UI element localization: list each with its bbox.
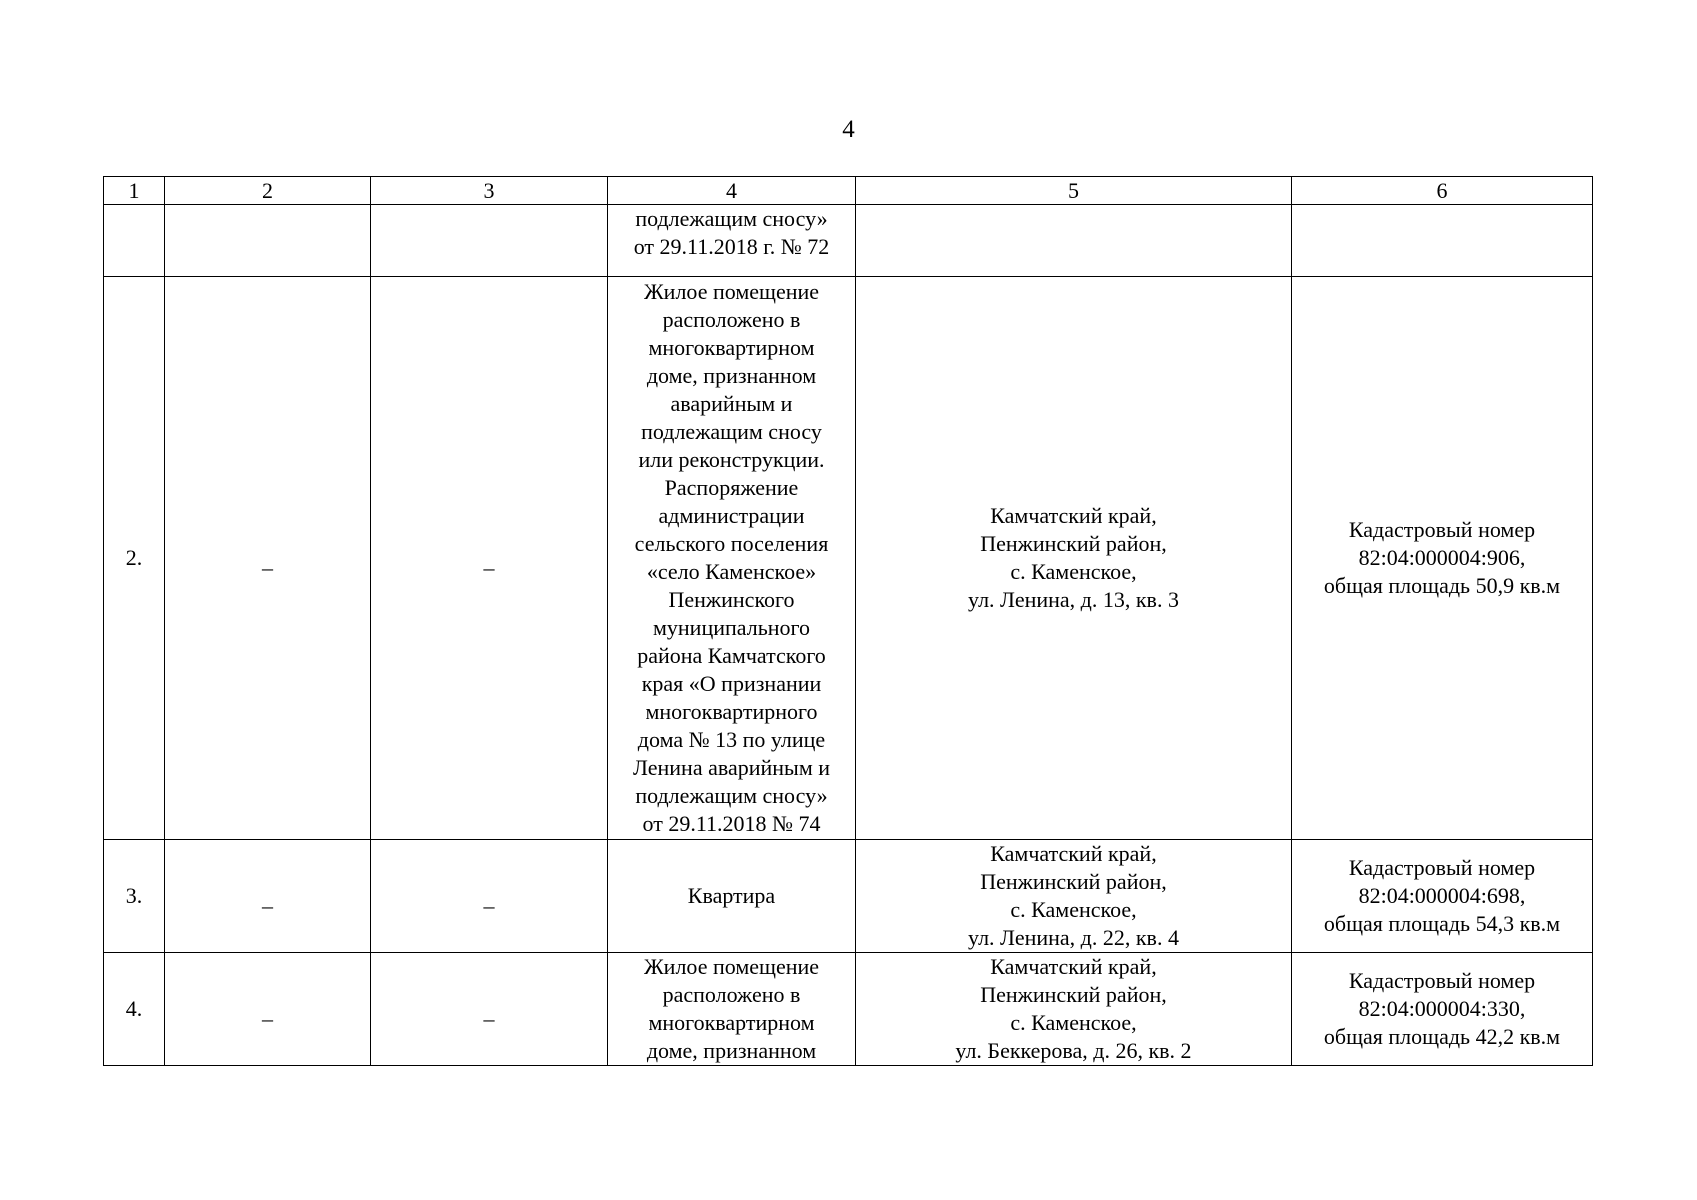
address-cell [856, 953, 1292, 1066]
page-number: 4 [842, 116, 855, 143]
column-header: 2 [165, 177, 371, 205]
cadastral-cell [1292, 840, 1593, 953]
row-number-cell [104, 205, 165, 277]
cell-text-line: администрации [658, 503, 805, 528]
column-3-cell [371, 205, 608, 277]
cadastral-cell [1292, 277, 1593, 840]
cell-text-line: Квартира [687, 883, 776, 908]
table-row [104, 953, 1593, 1066]
address-cell [856, 840, 1292, 953]
cell-text-line: общая площадь 50,9 кв.м [1323, 573, 1561, 598]
description-cell [608, 840, 856, 953]
cell-text-line: Камчатский край, [990, 841, 1157, 866]
cell-text-line: Пенжинский район, [980, 982, 1167, 1007]
cell-text-line: подлежащим сносу» [635, 206, 828, 231]
cell-text-line: доме, признанном [646, 363, 817, 388]
column-2-cell [165, 205, 371, 277]
cell-text-line: ул. Ленина, д. 22, кв. 4 [968, 925, 1179, 950]
cell-text-line: сельского поселения [634, 531, 829, 556]
address-cell [856, 277, 1292, 840]
column-header: 3 [371, 177, 608, 205]
row-number-cell: 4. [104, 953, 165, 1066]
table-row [104, 277, 1593, 840]
property-table [103, 176, 1593, 1066]
table-row [104, 205, 1593, 277]
cell-text-line: Ленина аварийным и [632, 755, 831, 780]
cell-text-line: многоквартирном [648, 335, 815, 360]
cell-text-line: с. Каменское, [1010, 897, 1137, 922]
cell-text-line: района Камчатского [637, 643, 826, 668]
cell-text-line: от 29.11.2018 г. № 72 [633, 234, 830, 259]
table-header-row [104, 177, 1593, 205]
cell-text-line: Жилое помещение [643, 954, 820, 979]
column-header: 5 [856, 177, 1292, 205]
cell-text-line: 82:04:000004:906, [1358, 545, 1526, 570]
cell-text-line: Жилое помещение [643, 279, 820, 304]
cell-text-line: ул. Ленина, д. 13, кв. 3 [968, 587, 1179, 612]
cell-text-line: 82:04:000004:698, [1358, 883, 1526, 908]
cell-text-line: муниципального [652, 615, 810, 640]
column-header: 6 [1292, 177, 1593, 205]
cell-text-line: общая площадь 54,3 кв.м [1323, 911, 1561, 936]
cell-text-line: подлежащим сносу [641, 419, 822, 444]
cell-text-line: или реконструкции. [638, 447, 825, 472]
row-number-cell: 3. [104, 840, 165, 953]
column-header: 4 [608, 177, 856, 205]
cell-text-line: подлежащим сносу» [635, 783, 828, 808]
cell-text-line: общая площадь 42,2 кв.м [1323, 1024, 1561, 1049]
cell-text-line: Пенжинский район, [980, 531, 1167, 556]
table-row [104, 840, 1593, 953]
description-cell [608, 277, 856, 840]
cell-text-line: Распоряжение [664, 475, 799, 500]
cell-text-line: «село Каменское» [646, 559, 817, 584]
description-cell [608, 205, 856, 277]
cell-text-line: с. Каменское, [1010, 1010, 1137, 1035]
cell-text-line: края «О признании [641, 671, 822, 696]
column-3-cell: – [371, 277, 608, 840]
cell-text-line: многоквартирного [645, 699, 818, 724]
cell-text-line: аварийным и [670, 391, 793, 416]
column-2-cell: – [165, 277, 371, 840]
address-cell [856, 205, 1292, 277]
cell-text-line: Камчатский край, [990, 954, 1157, 979]
cell-text-line: Кадастровый номер [1348, 968, 1536, 993]
cell-text-line: Камчатский край, [990, 503, 1157, 528]
column-3-cell: – [371, 953, 608, 1066]
cell-text-line: расположено в [662, 982, 801, 1007]
cell-text-line: Пенжинского [668, 587, 795, 612]
cell-text-line: многоквартирном [648, 1010, 815, 1035]
column-header: 1 [104, 177, 165, 205]
column-3-cell: – [371, 840, 608, 953]
cell-text-line: ул. Беккерова, д. 26, кв. 2 [955, 1038, 1192, 1063]
cell-text-line: Кадастровый номер [1348, 855, 1536, 880]
cell-text-line: дома № 13 по улице [637, 727, 826, 752]
column-2-cell: – [165, 840, 371, 953]
description-cell [608, 953, 856, 1066]
cell-text-line: от 29.11.2018 № 74 [642, 811, 821, 836]
row-number-cell: 2. [104, 277, 165, 840]
cell-text-line: 82:04:000004:330, [1358, 996, 1526, 1021]
cadastral-cell [1292, 205, 1593, 277]
cell-text-line: расположено в [662, 307, 801, 332]
cadastral-cell [1292, 953, 1593, 1066]
cell-text-line: Кадастровый номер [1348, 517, 1536, 542]
cell-text-line: Пенжинский район, [980, 869, 1167, 894]
cell-text-line: с. Каменское, [1010, 559, 1137, 584]
column-2-cell: – [165, 953, 371, 1066]
cell-text-line: доме, признанном [646, 1038, 817, 1063]
